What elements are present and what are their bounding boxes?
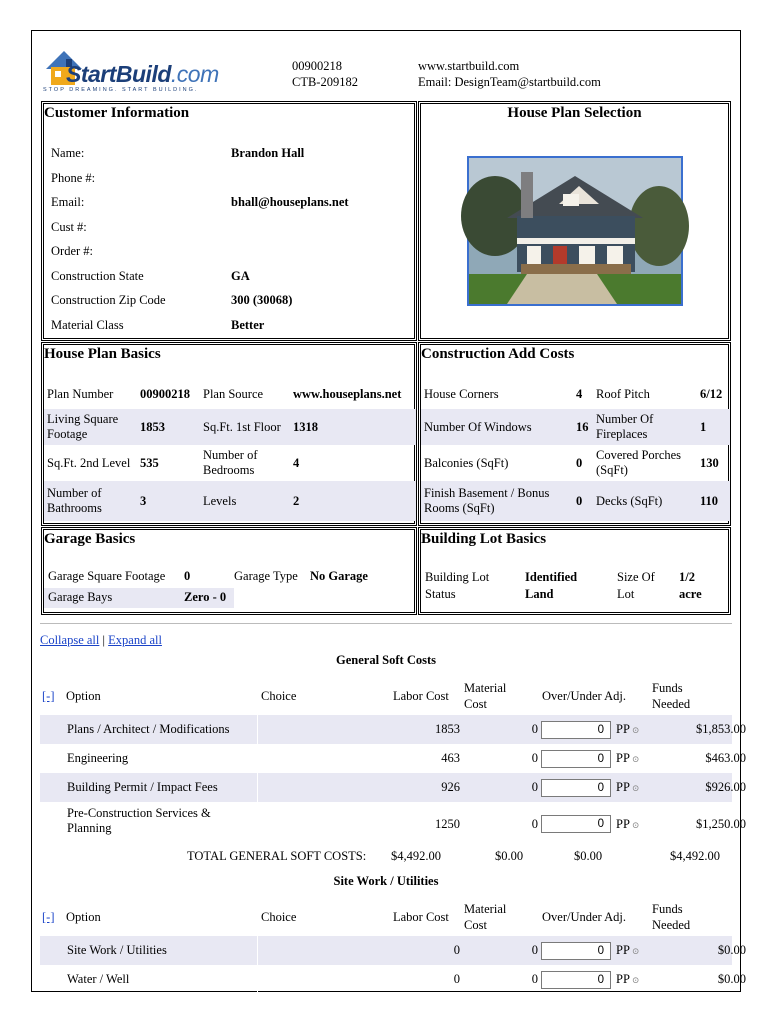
customer-field-label: Phone #: [51,170,96,185]
info-value: 2 [290,481,416,521]
site-work-header [40,898,740,938]
lot-title: Building Lot Basics [421,531,547,547]
garage-row-1 [44,566,416,586]
cost-material: 0 [531,972,538,986]
pp-label: PP [616,780,630,794]
cost-funds: $1,250.00 [696,816,746,831]
cost-funds: $463.00 [705,751,746,765]
info-value: 535 [140,455,159,470]
col-labor: Labor Cost [393,910,449,924]
startbuild-logo [42,45,217,97]
info-label: Plan Number [47,386,114,401]
site-work-title: Site Work / Utilities [333,874,439,888]
info-value: 1318 [290,409,416,445]
garage-title: Garage Basics [44,531,136,547]
customer-field-label: Name: [51,146,85,160]
pp-toggle[interactable] [616,780,639,795]
info-label: Number of Bathrooms [44,481,137,521]
cost-choice [257,802,258,846]
cost-material: 0 [531,722,538,736]
pp-icon: ⊙ [631,975,640,985]
add-costs-box [418,342,731,526]
info-value: 16 [573,409,593,445]
cost-choice [257,965,258,994]
col-funds: Funds Needed [652,902,691,932]
garage-sqft-label: Garage Square Footage [48,569,166,583]
links-separator: | [102,633,106,647]
pp-label: PP [616,722,630,736]
plan-id: 00900218 [292,59,342,73]
customer-field-label: Email: [51,195,85,209]
col-material: Material Cost [464,902,507,932]
cost-labor: 0 [453,943,460,957]
plan-basics-title: House Plan Basics [44,346,161,362]
col-choice: Choice [261,689,297,703]
over-under-input[interactable]: 0 [541,971,611,989]
col-option: Option [66,689,101,703]
customer-field-label: Order #: [51,244,93,258]
info-label: Plan Source [203,386,264,401]
info-value: 00900218 [140,386,190,401]
info-value: 0 [573,481,593,521]
header [32,31,740,101]
info-row [44,445,416,481]
info-label: Number Of Fireplaces [593,409,697,445]
soft-costs-toggle[interactable]: [-] [42,689,55,703]
expand-all-link[interactable]: Expand all [108,633,162,647]
garage-row-2 [44,588,234,608]
info-label: Number Of Windows [421,409,573,445]
cost-row [40,936,746,965]
cost-labor: 926 [441,780,460,794]
contact-email: Email: DesignTeam@startbuild.com [418,75,601,89]
cost-option: Plans / Architect / Modifications [67,722,230,736]
total-label: TOTAL GENERAL SOFT COSTS: [187,849,367,863]
info-label: Balconies (SqFt) [424,455,509,470]
cost-labor: 1853 [435,722,460,736]
add-costs-title: Construction Add Costs [421,346,575,362]
info-value: 0 [576,455,583,470]
info-label: Covered Porches (SqFt) [596,448,682,477]
customer-field-value: bhall@houseplans.net [231,195,349,209]
customer-field-value: Better [231,317,265,332]
cost-row [40,715,746,744]
info-label: Decks (SqFt) [593,481,697,521]
cost-labor: 463 [441,751,460,765]
customer-field-value: 300 (30068) [231,293,293,307]
info-row [421,379,730,409]
col-choice: Choice [261,910,297,924]
cost-material: 0 [531,943,538,957]
info-value: 1853 [137,409,200,445]
cost-option: Pre-Construction Services & Planning [67,806,211,835]
pp-label: PP [616,816,630,831]
pp-toggle[interactable] [616,943,639,958]
cost-material: 0 [531,780,538,794]
info-value: 3 [137,481,200,521]
cost-row [40,965,746,994]
contact-info [418,58,601,90]
info-label: House Corners [424,386,499,401]
customer-field-value: GA [231,268,250,283]
info-label: Roof Pitch [596,386,650,401]
cost-option: Building Permit / Impact Fees [67,780,218,794]
total-material: $0.00 [495,849,524,863]
info-value: 130 [700,455,719,470]
ctb-id: CTB-209182 [292,75,358,89]
customer-field-label: Construction Zip Code [51,293,166,307]
over-under-input[interactable]: 0 [541,779,611,797]
customer-field-label: Material Class [51,317,124,332]
collapse-all-link[interactable]: Collapse all [40,633,100,647]
customer-field-value: Brandon Hall [231,146,305,160]
info-label: Number of Bedrooms [203,448,258,477]
cost-option: Water / Well [67,972,130,986]
lot-status-value: Identified Land [525,570,578,601]
info-row [44,409,416,445]
website: www.startbuild.com [418,59,520,73]
plan-ids [292,58,358,90]
info-value: 4 [293,455,300,470]
customer-info-title: Customer Information [44,105,190,121]
logo-tagline: STOP DREAMING. START BUILDING. [43,87,199,93]
estimate-sheet [31,30,746,992]
pp-icon: ⊙ [631,819,640,830]
total-funds: $4,492.00 [670,849,720,863]
plan-basics-table [44,379,416,521]
info-label: Living Square Footage [44,409,137,445]
plan-basics-box [41,342,417,526]
info-value: 4 [576,386,583,401]
cost-option: Engineering [67,751,129,765]
site-work-toggle[interactable]: [-] [42,910,55,924]
info-row [421,409,730,445]
info-label: Sq.Ft. 1st Floor [200,409,290,445]
info-label: Levels [200,481,290,521]
pp-toggle[interactable] [616,722,639,737]
cost-row [40,744,746,773]
pp-icon: ⊙ [631,783,640,793]
info-label: Sq.Ft. 2nd Level [47,455,131,470]
garage-type-label: Garage Type [234,569,298,583]
col-funds: Funds Needed [652,681,691,711]
info-row [421,481,730,521]
garage-box [41,527,417,615]
over-under-input[interactable]: 0 [541,721,611,739]
cost-funds: $1,853.00 [696,722,746,736]
lot-size-value: 1/2 acre [679,570,702,601]
separator [40,623,732,624]
lot-size-label: Size Of Lot [617,570,655,601]
pp-label: PP [616,972,630,986]
cost-row [40,773,746,802]
garage-bays-label: Garage Bays [48,590,113,604]
over-under-input[interactable]: 0 [541,815,611,833]
house-plan-image[interactable] [467,156,683,306]
col-overunder: Over/Under Adj. [542,910,627,924]
cost-funds: $0.00 [717,972,746,986]
soft-costs-header [40,677,740,717]
garage-sqft-value: 0 [184,569,191,583]
cost-funds: $0.00 [717,943,746,957]
cost-choice [257,715,258,744]
info-row [44,379,416,409]
pp-label: PP [616,751,630,765]
customer-field-label: Construction State [51,268,144,283]
cost-labor: 0 [453,972,460,986]
info-value: 1 [697,409,730,445]
total-labor: $4,492.00 [391,849,441,863]
cost-material: 0 [531,816,538,831]
soft-costs-title: General Soft Costs [336,653,436,667]
plan-selection-box [418,101,731,341]
pp-icon: ⊙ [631,946,640,956]
expand-links [40,633,162,648]
over-under-input[interactable]: 0 [541,942,611,960]
cost-row [40,802,746,846]
cost-material: 0 [531,751,538,765]
pp-icon: ⊙ [631,754,640,764]
col-option: Option [66,910,101,924]
info-row [44,481,416,521]
add-costs-table [421,379,730,521]
info-row [421,445,730,481]
pp-icon: ⊙ [631,725,640,735]
info-value: 110 [697,481,730,521]
pp-toggle[interactable] [616,751,639,766]
cost-choice [257,773,258,802]
pp-toggle[interactable] [616,972,639,987]
customer-field-label: Cust #: [51,219,87,234]
cost-choice [257,936,258,965]
over-under-input[interactable]: 0 [541,750,611,768]
info-value: 6/12 [700,386,723,401]
col-labor: Labor Cost [393,689,449,703]
cost-option: Site Work / Utilities [67,943,167,957]
total-adj: $0.00 [574,849,603,863]
cost-labor: 1250 [435,816,460,831]
info-value: www.houseplans.net [293,386,402,401]
col-material: Material Cost [464,681,507,711]
logo-wordmark: StartBuild.com [66,61,219,87]
lot-box [418,527,731,615]
pp-toggle[interactable] [616,817,639,832]
lot-status-label: Building Lot Status [425,570,490,601]
pp-label: PP [616,943,630,957]
plan-selection-title: House Plan Selection [507,105,642,121]
garage-type-value: No Garage [310,569,368,583]
info-label: Finish Basement / Bonus Rooms (SqFt) [421,481,573,521]
col-overunder: Over/Under Adj. [542,689,627,703]
garage-bays-value: Zero - 0 [184,590,227,604]
cost-choice [257,744,258,773]
cost-funds: $926.00 [705,780,746,794]
customer-info-box [41,101,417,341]
